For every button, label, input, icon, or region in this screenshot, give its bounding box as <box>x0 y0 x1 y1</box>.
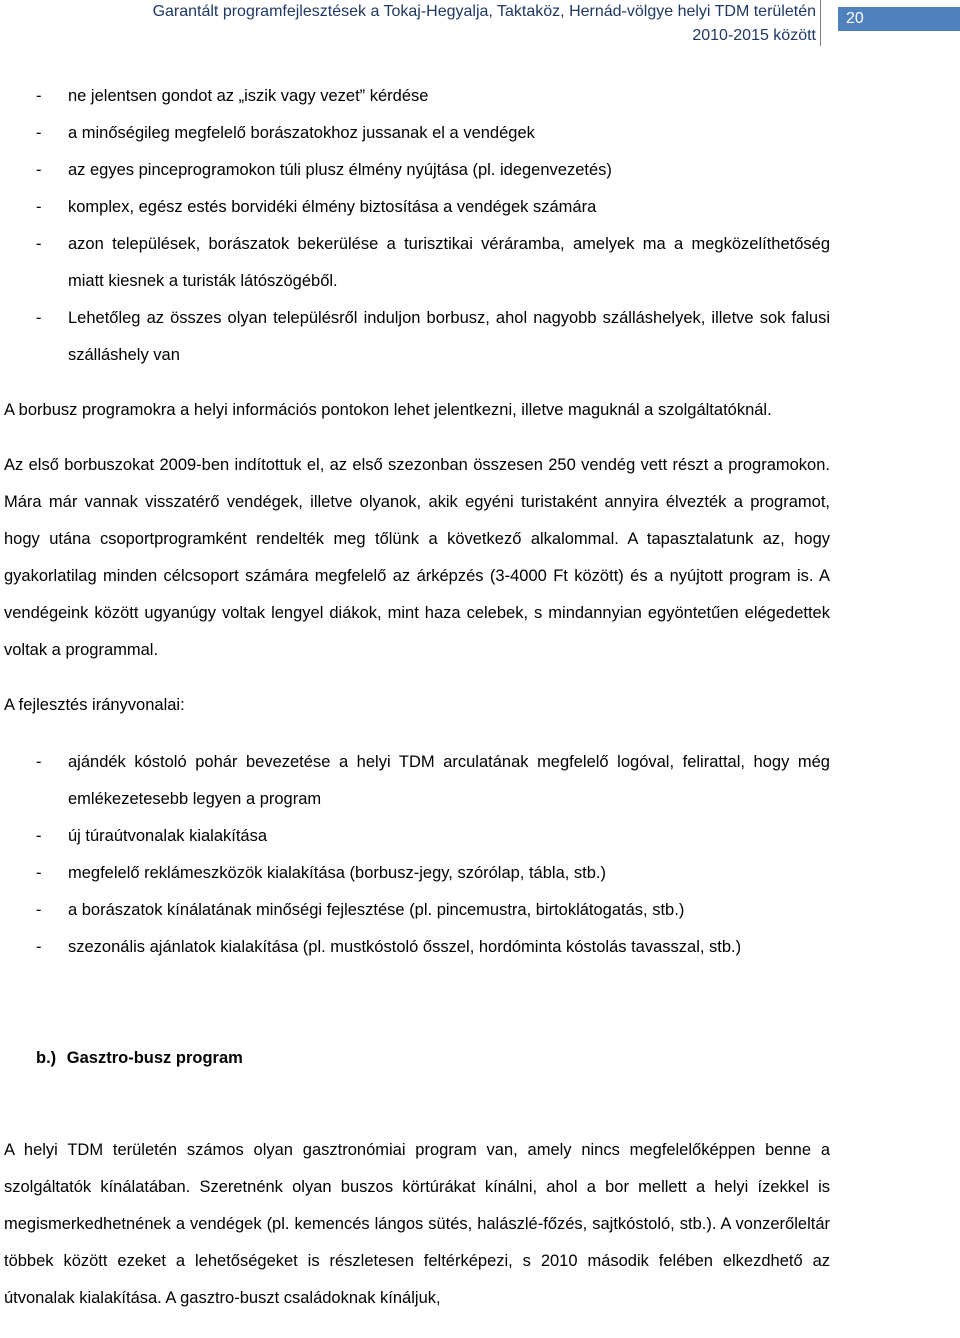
page-header <box>0 0 960 46</box>
header-title <box>16 0 816 48</box>
paragraph-gastro: A helyi TDM területén számos olyan gasztronómiai program van, amely nincs megfelelőképpen benne a szolgáltatók kínálatában. Szeretnénk olyan buszos körtúrákat kínálni, ahol a bor mellett a helyi ízekkel is megismerkedhetnének a vendégek (pl. kemencés lángos sütés, halászlé-főzés, sajtkóstoló, stb.). A vonzerőleltár többek között ezeket a lehetőségeket is részletesen feltérképezi, s 2010 második felében elkezdhető az útvonalak kialakítása. A gasztro-buszt családoknak kínáljuk, <box>4 1141 830 1307</box>
development-heading: A fejlesztés irányvonalai: <box>4 696 185 714</box>
list-item: - ajándék kóstoló pohár bevezetése a helyi TDM arculatának megfelelő logóval, felirattal, hogy még emlékezetesebb legyen a program <box>4 744 830 818</box>
section-heading <box>4 1040 830 1077</box>
paragraph-experience: Az első borbuszokat 2009-ben indítottuk el, az első szezonban összesen 250 vendég vett részt a programokon. Mára már vannak visszatérő vendégek, illetve olyanok, akik egyéni turistaként annyira élvezték a programot, hogy utána csoportprogramként rendelték meg tőlünk a következő alkalommal. A tapasztalatunk az, hogy gyakorlatilag minden célcsoport számára megfelelő az árképzés (3-4000 Ft között) és a nyújtott program is. A vendégeink között ugyanúgy voltak lengyel diákok, mint haza celebek, s mindannyian egyöntetűen elégedettek voltak a programmal. <box>4 456 830 659</box>
header-title-line2: 2010-2015 között <box>692 27 816 44</box>
section-number: b.) <box>36 1049 57 1067</box>
list-item: - komplex, egész estés borvidéki élmény biztosítása a vendégek számára <box>4 189 830 226</box>
goals-list <box>4 78 830 374</box>
header-title-line1: Garantált programfejlesztések a Tokaj-Hegyalja, Taktaköz, Hernád-völgye helyi TDM területén <box>152 3 816 20</box>
list-item: - megfelelő reklámeszközök kialakítása (borbusz-jegy, szórólap, tábla, stb.) <box>4 855 830 892</box>
development-list <box>4 744 830 966</box>
list-item: - ne jelentsen gondot az „iszik vagy vezet” kérdése <box>4 78 830 115</box>
list-item: - új túraútvonalak kialakítása <box>4 818 830 855</box>
list-item: - az egyes pinceprogramokon túli plusz élmény nyújtása (pl. idegenvezetés) <box>4 152 830 189</box>
paragraph-registration: A borbusz programokra a helyi információs pontokon lehet jelentkezni, illetve maguknál a szolgáltatóknál. <box>4 401 772 419</box>
page-number: 20 <box>838 7 960 31</box>
list-item: - a borászatok kínálatának minőségi fejlesztése (pl. pincemustra, birtoklátogatás, stb.) <box>4 892 830 929</box>
list-item: - Lehetőleg az összes olyan településről induljon borbusz, ahol nagyobb szálláshelyek, illetve sok falusi szálláshely van <box>4 300 830 374</box>
list-item: - azon települések, borászatok bekerülése a turisztikai véráramba, amelyek ma a megközelíthetőség miatt kiesnek a turisták látószögéből. <box>4 226 830 300</box>
header-divider <box>820 0 821 46</box>
list-item: - szezonális ajánlatok kialakítása (pl. mustkóstoló ősszel, hordóminta kóstolás tavasszal, stb.) <box>4 929 830 966</box>
section-title: Gasztro-busz program <box>66 1049 243 1067</box>
document-body <box>4 78 830 1317</box>
list-item: - a minőségileg megfelelő borászatokhoz jussanak el a vendégek <box>4 115 830 152</box>
